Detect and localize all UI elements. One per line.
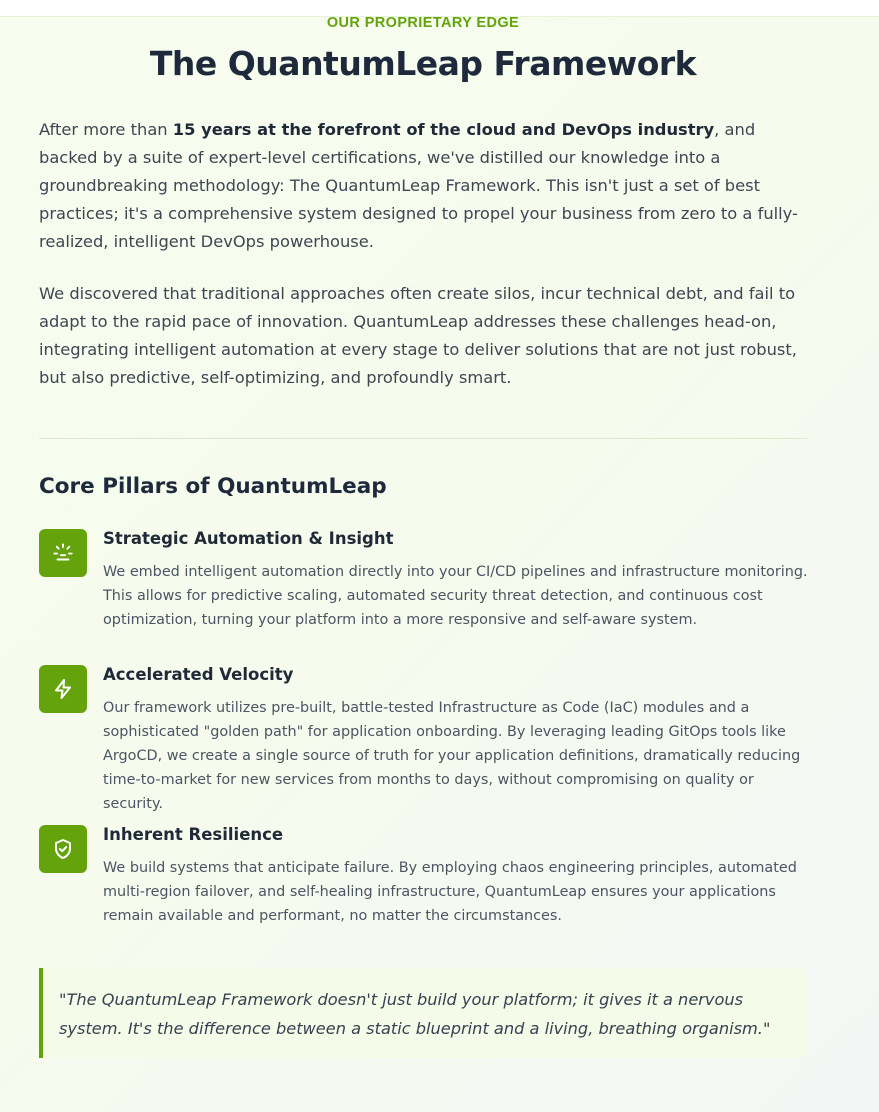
sparkle-icon: [39, 529, 87, 577]
intro-paragraph-1: [39, 116, 809, 256]
pillar-description: We embed intelligent automation directly into your CI/CD pipelines and infrastructure monitoring. This allows for predictive scaling, automated security threat detection, and continuous cost optimization, turning your platform into a more responsive and self-aware system.: [103, 564, 808, 628]
pillars-heading: Core Pillars of QuantumLeap: [39, 474, 387, 499]
shield-check-icon: [39, 825, 87, 873]
section-divider: [39, 438, 807, 439]
page-title: The QuantumLeap Framework: [149, 44, 697, 83]
pillar-title: Inherent Resilience: [103, 825, 284, 844]
pillar-description: We build systems that anticipate failure. By employing chaos engineering principles, automated multi-region failover, and self-healing infrastructure, QuantumLeap ensures your applications remain available and performant, no matter the circumstances.: [103, 860, 797, 924]
intro-text-lead: After more than: [39, 120, 173, 139]
section-eyebrow: OUR PROPRIETARY EDGE: [326, 15, 520, 31]
pillar-title: Accelerated Velocity: [103, 665, 294, 684]
pillar-title: Strategic Automation & Insight: [103, 529, 394, 548]
lightning-icon: [39, 665, 87, 713]
intro-paragraph-2: We discovered that traditional approaches often create silos, incur technical debt, and fail to adapt to the rapid pace of innovation. QuantumLeap addresses these challenges head-on, integrating intelligent automation at every stage to deliver solutions that are not just robust, but also predictive, self-optimizing, and profoundly smart.: [39, 284, 797, 387]
pillar-description: Our framework utilizes pre-built, battle-tested Infrastructure as Code (IaC) modules and a sophisticated "golden path" for application onboarding. By leveraging leading GitOps tools like ArgoCD, we create a single source of truth for your application definitions, dramatically reducing time-to-market for new services from months to days, without compromising on quality or security.: [103, 700, 801, 812]
quote-text: "The QuantumLeap Framework doesn't just build your platform; it gives it a nervous system. It's the difference between a static blueprint and a living, breathing organism.": [59, 990, 771, 1038]
intro-highlight: 15 years at the forefront of the cloud and DevOps industry: [172, 120, 715, 139]
testimonial-quote: [39, 968, 807, 1058]
intro-text-rest: , and backed by a suite of expert-level certifications, we've distilled our knowledge into a groundbreaking methodology: The QuantumLeap Framework. This isn't just a set of best practices; it's a comprehensive system designed to propel your business from zero to a fully-realized, intelligent DevOps powerhouse.: [39, 120, 798, 251]
